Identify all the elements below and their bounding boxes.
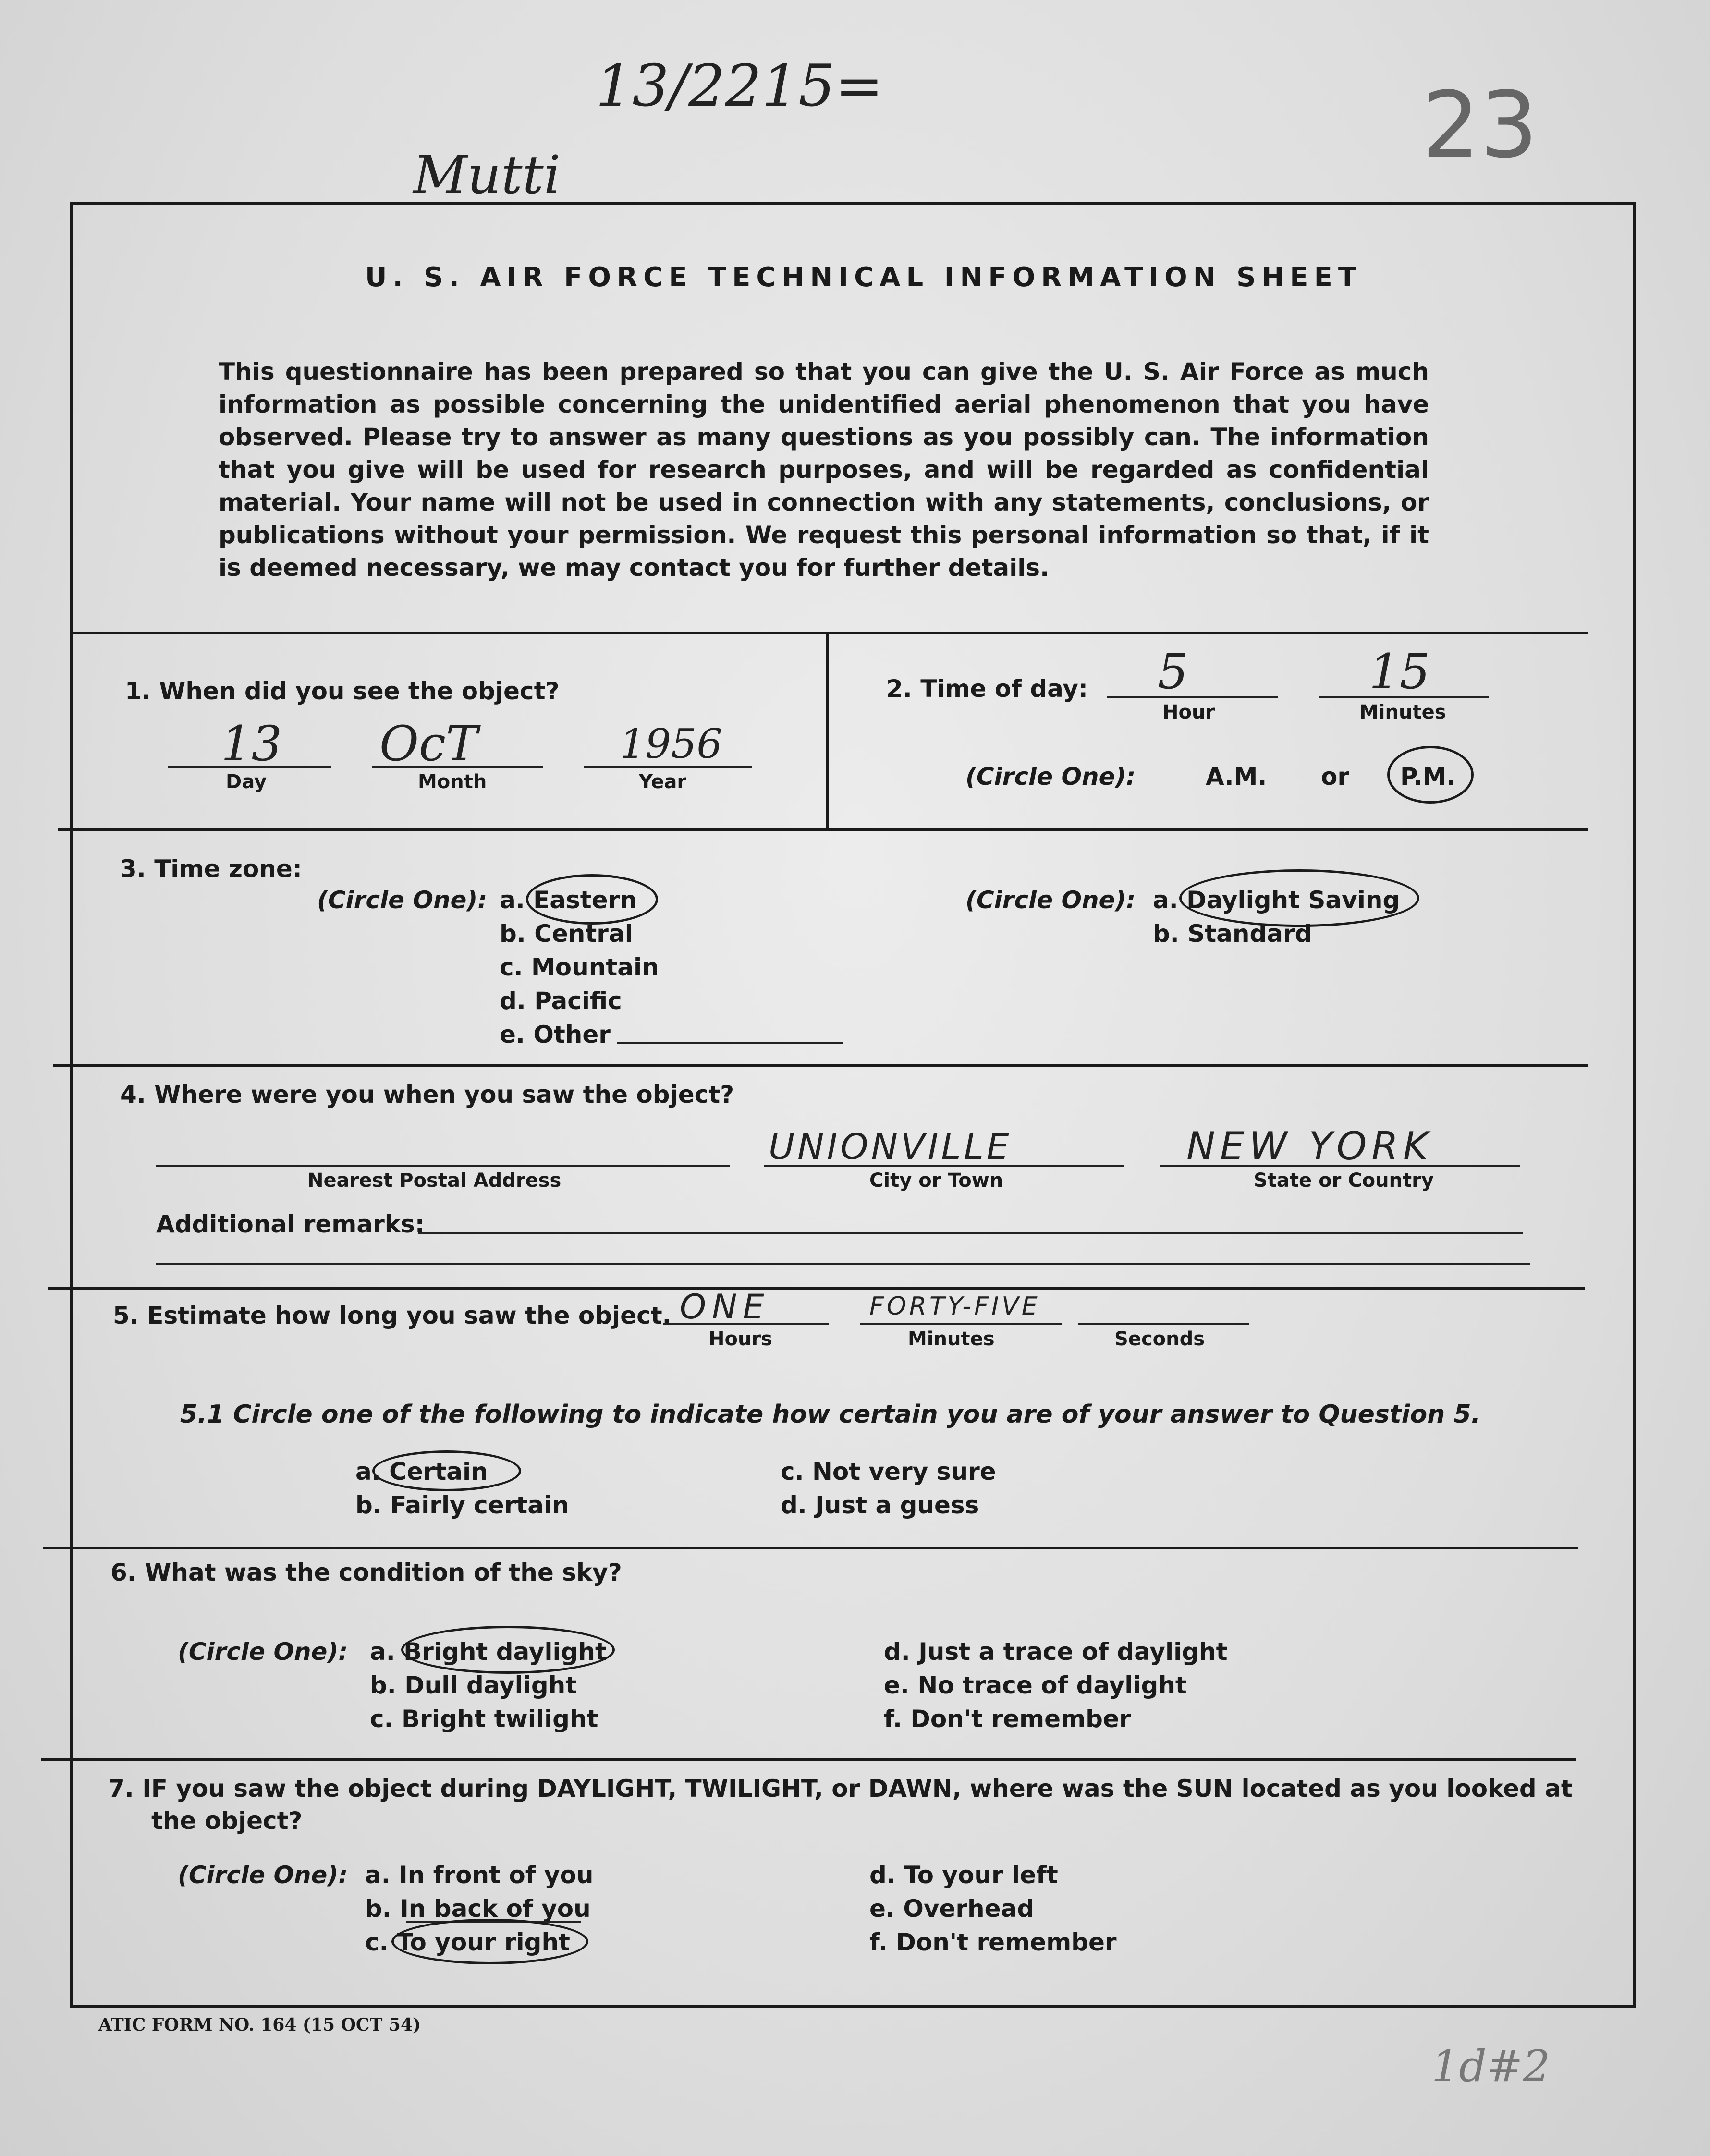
q4-postal-line [156,1165,730,1167]
q6-option-a[interactable]: a. Bright daylight [370,1638,607,1666]
q6-option-e[interactable]: e. No trace of daylight [884,1671,1187,1699]
q4-state-label: State or Country [1254,1169,1434,1192]
intro-paragraph: This questionnaire has been prepared so that you can give the U. S. Air Force as much information as possible concerning the unidentified aerial phenomenon that you have observed. Please try to answer as many questions as you possibly can. The information that you give will be used for research purposes, and will be regarded as confidential material. Your name will not be used in connection with any statements, conclusions, or publications without your permission. We request this personal information so that, if it is deemed necessary, we may contact you for further details. [219,358,1429,582]
q1-month-line [372,766,543,768]
q1-day-label: Day [226,771,267,793]
q3-zone-e[interactable]: e. Other [500,1021,611,1048]
q3-other-line [617,1042,843,1044]
q2-hour-label: Hour [1162,701,1215,723]
q3-circle-label-2: (Circle One): [965,886,1136,914]
q2-minutes-value[interactable]: 15 [1369,644,1430,700]
q1-day-value[interactable]: 13 [221,716,282,772]
q7-circle-label: (Circle One): [178,1861,348,1889]
q3-zone-d[interactable]: d. Pacific [500,987,622,1015]
handwritten-top-code: 13/2215= [596,53,884,120]
q1-day-line [168,766,331,768]
q1-year-label: Year [639,771,687,793]
q6-option-f[interactable]: f. Don't remember [884,1705,1131,1733]
divider-after-q6 [41,1758,1576,1761]
q5-option-a[interactable]: a. Certain [355,1458,488,1486]
q2-hour-line [1107,696,1278,698]
q5-seconds-line[interactable] [1078,1323,1249,1325]
q6-option-c[interactable]: c. Bright twilight [370,1705,598,1733]
handwritten-corner-note: 1d#2 [1431,2041,1551,2092]
q6-circle-label: (Circle One): [178,1638,348,1666]
q51-label: 5.1 Circle one of the following to indicate how certain you are of your answer to Question 5. [180,1400,1481,1429]
q5-hours-label: Hours [708,1328,772,1350]
q1-label: 1. When did you see the object? [125,677,560,705]
q4-state-value[interactable]: NEW YORK [1186,1124,1433,1169]
q1-year-value[interactable]: 1956 [620,720,722,767]
q4-label: 4. Where were you when you saw the object? [120,1081,734,1108]
q4-city-line [764,1165,1124,1167]
q6-option-d[interactable]: d. Just a trace of daylight [884,1638,1228,1666]
q2-circle-label: (Circle One): [965,763,1136,791]
q5-minutes-value[interactable]: FORTY-FIVE [869,1292,1040,1321]
q4-city-label: City or Town [869,1169,1003,1192]
q7-label-line1: 7. IF you saw the object during DAYLIGHT, TWILIGHT, or DAWN, where was the SUN located as you looked at [108,1775,1573,1803]
q1-year-line [584,766,752,768]
q4-remarks-line-1[interactable] [418,1232,1523,1234]
q2-minutes-line [1319,696,1489,698]
q5-option-d[interactable]: d. Just a guess [781,1491,979,1519]
handwritten-page-number: 23 [1422,72,1538,178]
q4-city-value[interactable]: UNIONVILLE [769,1126,1012,1168]
q6-label: 6. What was the condition of the sky? [110,1559,622,1586]
q2-or: or [1321,763,1350,791]
q4-remarks-label: Additional remarks: [156,1210,425,1238]
q3-zone-a[interactable]: a. Eastern [500,886,637,914]
q3-zone-c[interactable]: c. Mountain [500,953,659,981]
q5-option-b[interactable]: b. Fairly certain [355,1491,569,1519]
q7-option-d[interactable]: d. To your left [869,1861,1058,1889]
q5-minutes-label: Minutes [908,1328,995,1350]
q4-postal-label: Nearest Postal Address [307,1169,562,1192]
q7-option-e[interactable]: e. Overhead [869,1895,1035,1923]
q5-minutes-line [860,1323,1062,1325]
q3-circle-label-1: (Circle One): [317,886,488,914]
q7-label-line2: the object? [151,1807,303,1835]
q2-label: 2. Time of day: [886,675,1088,703]
divider-after-q5 [43,1547,1578,1549]
q4-state-line [1160,1165,1520,1167]
q1-month-value[interactable]: OcT [379,716,478,772]
handwritten-name: Mutti [413,144,561,206]
q7-option-b[interactable]: b. In back of you [365,1895,591,1923]
q3-saving-b[interactable]: b. Standard [1153,920,1312,948]
q5-hours-value[interactable]: ONE [680,1287,770,1327]
form-title: U. S. AIR FORCE TECHNICAL INFORMATION SHEET [365,262,1363,293]
q7-option-a[interactable]: a. In front of you [365,1861,594,1889]
q2-pm[interactable]: P.M. [1400,763,1456,791]
q2-minutes-label: Minutes [1359,701,1446,723]
q5-label: 5. Estimate how long you saw the object. [113,1302,672,1329]
q3-zone-b[interactable]: b. Central [500,920,633,948]
divider-after-q4 [48,1287,1585,1290]
divider-q1-q2 [826,632,829,828]
divider-after-q3 [53,1064,1588,1067]
q2-hour-value[interactable]: 5 [1158,644,1188,700]
form-footer: ATIC FORM NO. 164 (15 OCT 54) [98,2015,421,2035]
q3-label: 3. Time zone: [120,855,302,883]
q1-month-label: Month [418,771,487,793]
q6-option-b[interactable]: b. Dull daylight [370,1671,577,1699]
q5-option-c[interactable]: c. Not very sure [781,1458,996,1486]
q7-option-f[interactable]: f. Don't remember [869,1928,1117,1956]
q3-saving-a[interactable]: a. Daylight Saving [1153,886,1400,914]
q5-seconds-label: Seconds [1114,1328,1205,1350]
q5-hours-line [663,1323,829,1325]
divider-after-q1 [58,828,1588,831]
q7-option-c[interactable]: c. To your right [365,1928,570,1956]
q2-am[interactable]: A.M. [1206,763,1267,791]
q4-remarks-line-2[interactable] [156,1263,1530,1265]
